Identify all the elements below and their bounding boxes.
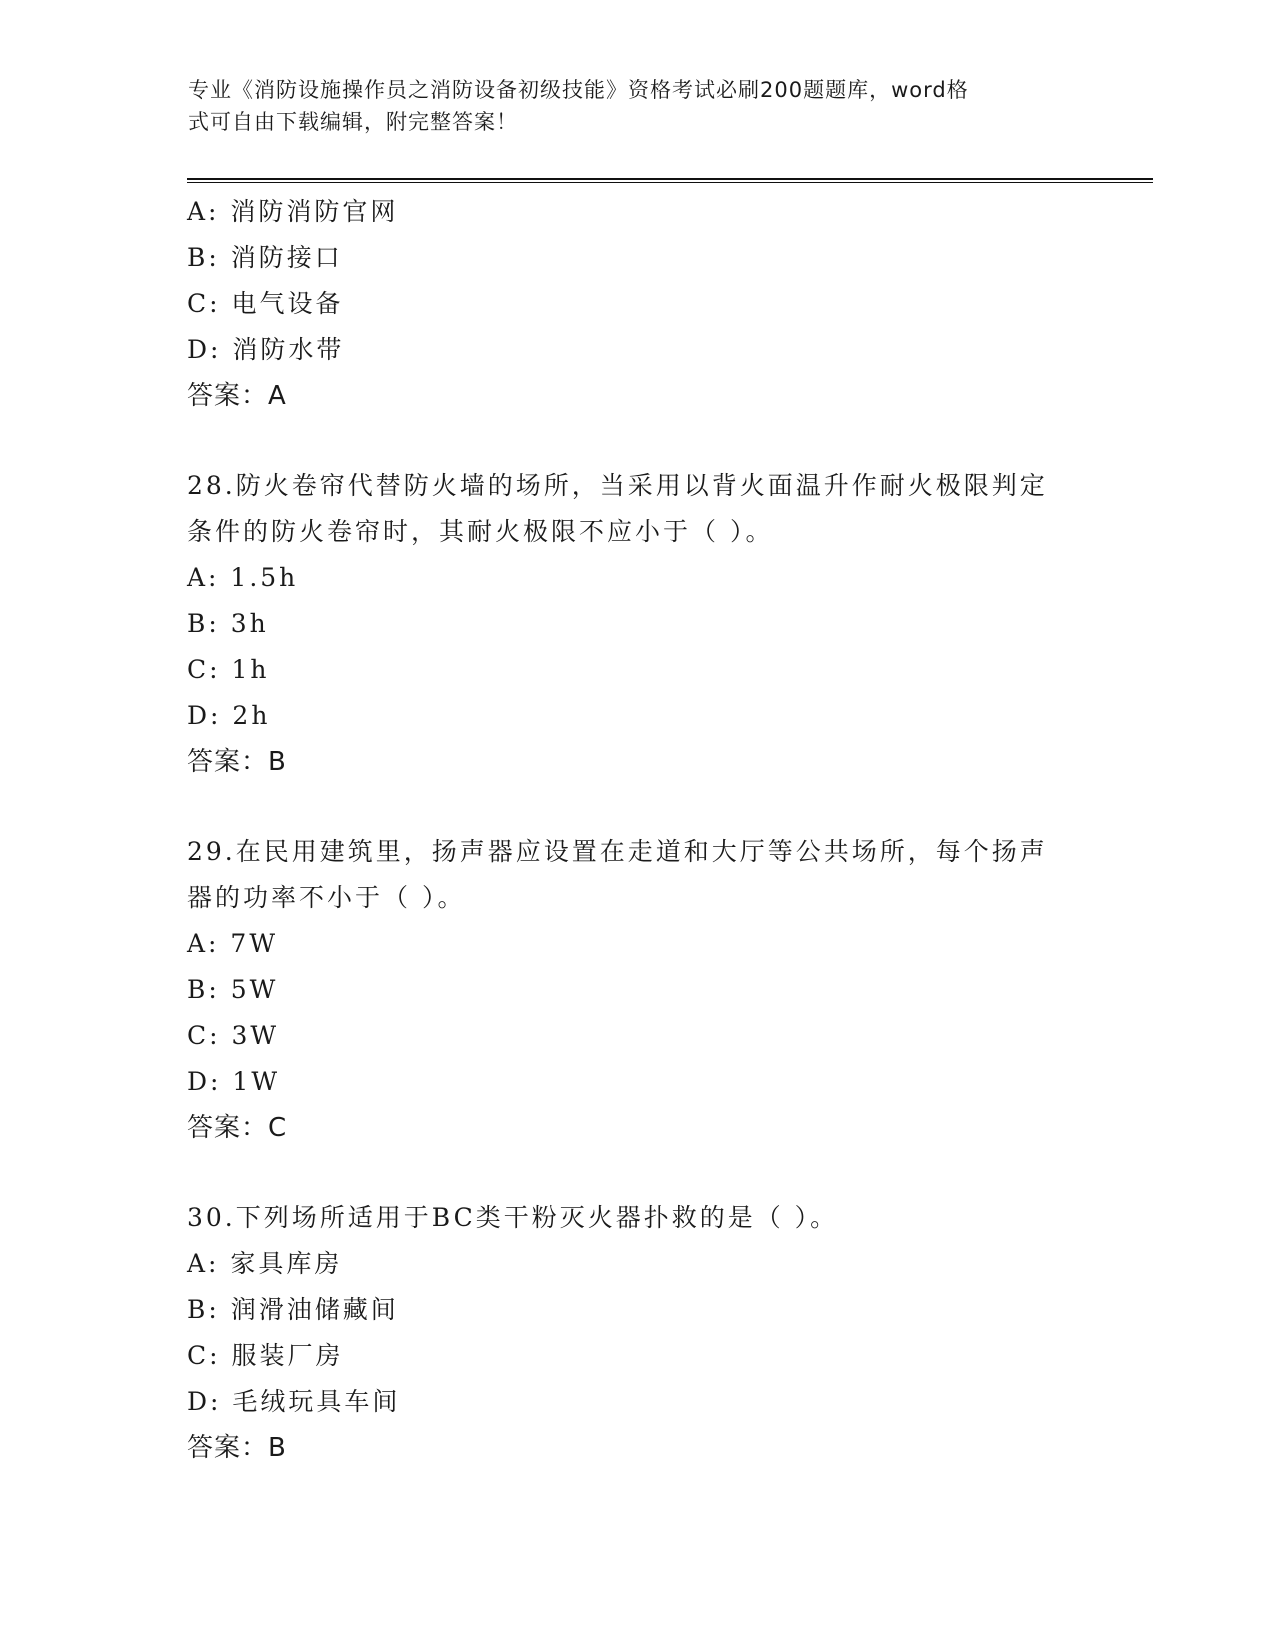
question-stem-line: 器的功率不小于（ ）。 (187, 883, 466, 912)
spacer (187, 785, 1087, 829)
question-stem-line: 30.下列场所适用于BC类干粉灭火器扑救的是（ ）。 (187, 1203, 839, 1232)
option-b: B: 润滑油储藏间 (187, 1295, 399, 1324)
question-30 (187, 1195, 1087, 1471)
option-c: C: 1h (187, 655, 270, 684)
option-b: B: 5W (187, 975, 279, 1004)
header-line-1: 专业《消防设施操作员之消防设备初级技能》资格考试必刷200题题库，word格 (188, 78, 969, 102)
option-b: B: 消防接口 (187, 243, 343, 272)
option-d: D: 2h (187, 701, 271, 730)
question-27 (187, 189, 1087, 419)
question-29 (187, 829, 1087, 1151)
option-a: A: 消防消防官网 (187, 197, 399, 226)
question-list (187, 189, 1087, 1471)
option-c: C: 3W (187, 1021, 280, 1050)
option-d: D: 毛绒玩具车间 (187, 1387, 401, 1416)
question-28 (187, 463, 1087, 785)
answer-line: 答案：B (187, 747, 287, 777)
option-c: C: 服装厂房 (187, 1341, 344, 1370)
question-stem-line: 28.防火卷帘代替防火墙的场所，当采用以背火面温升作耐火极限判定 (187, 471, 1048, 500)
option-a: A: 家具库房 (187, 1249, 343, 1278)
spacer (187, 1151, 1087, 1195)
option-a: A: 1.5h (187, 563, 299, 592)
spacer (187, 419, 1087, 463)
header-line-2: 式可自由下载编辑，附完整答案！ (188, 110, 518, 134)
question-stem-line: 29.在民用建筑里，扬声器应设置在走道和大厅等公共场所，每个扬声 (187, 837, 1048, 866)
option-d: D: 消防水带 (187, 335, 345, 364)
option-d: D: 1W (187, 1067, 281, 1096)
option-c: C: 电气设备 (187, 289, 344, 318)
document-header (188, 74, 1068, 138)
answer-line: 答案：A (187, 381, 287, 411)
answer-line: 答案：C (187, 1113, 288, 1143)
option-b: B: 3h (187, 609, 269, 638)
question-stem-line: 条件的防火卷帘时，其耐火极限不应小于（ ）。 (187, 517, 774, 546)
header-divider (187, 178, 1153, 183)
option-a: A: 7W (187, 929, 279, 958)
answer-line: 答案：B (187, 1433, 287, 1463)
